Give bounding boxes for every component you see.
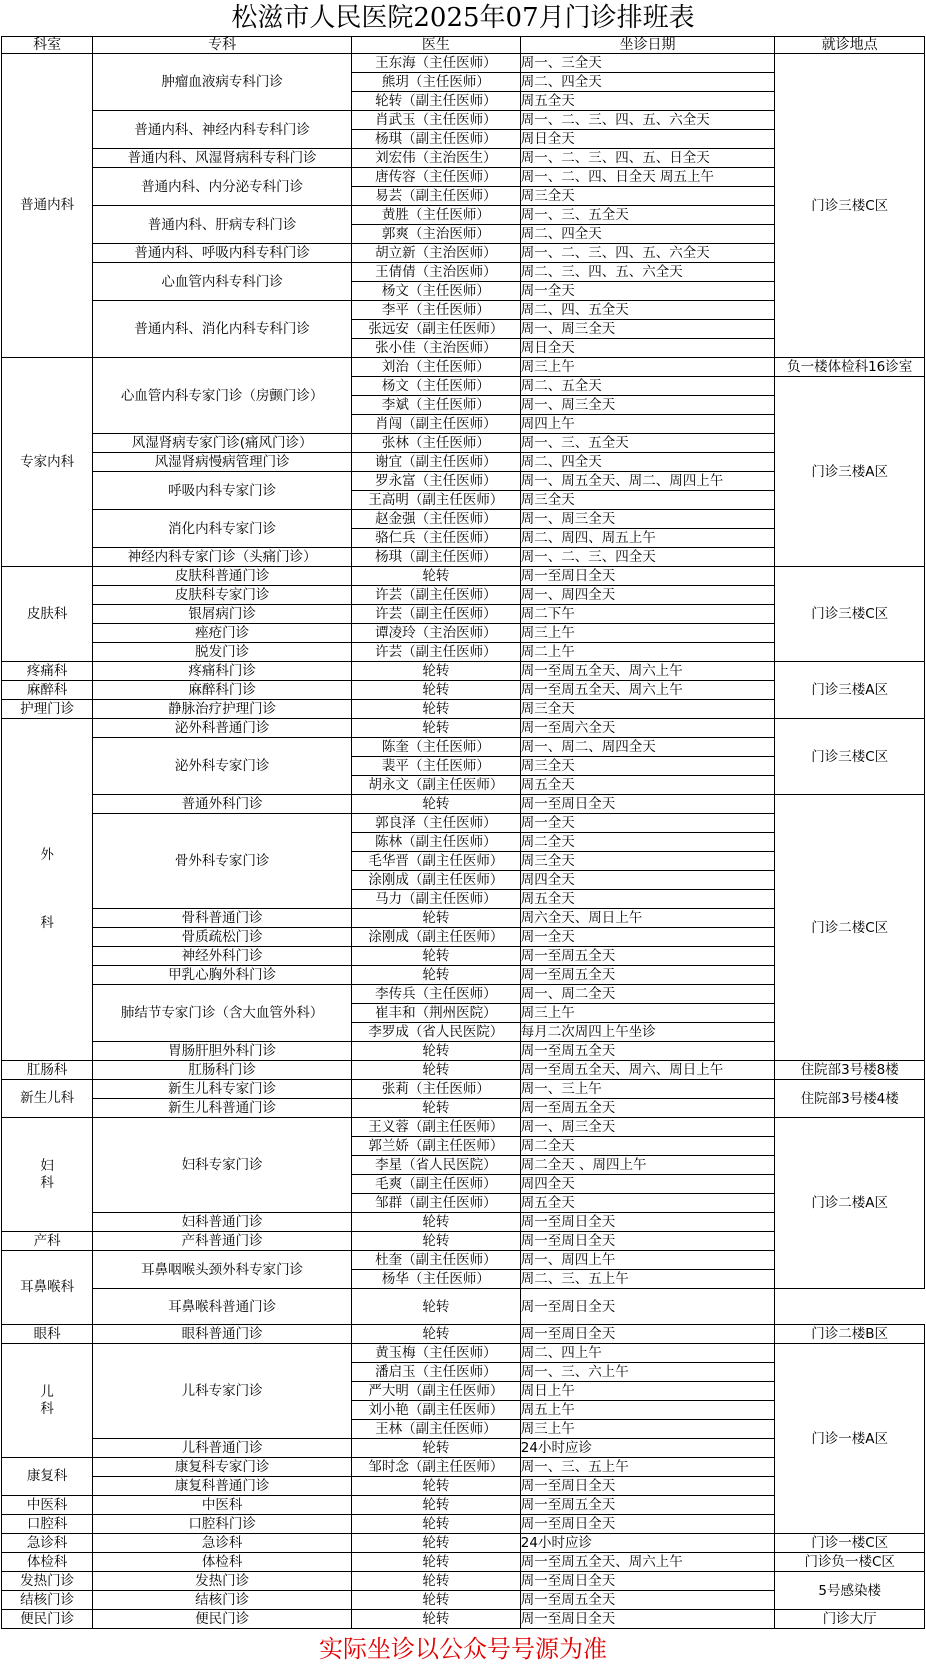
specialty-cell: 肛肠科门诊 (93, 1061, 352, 1080)
date-cell: 周四上午 (520, 415, 775, 434)
specialty-cell: 急诊科 (93, 1534, 352, 1553)
doctor-cell: 张小佳（主治医师） (352, 339, 521, 358)
doctor-cell: 轮转 (352, 1610, 521, 1629)
specialty-cell: 新生儿科专家门诊 (93, 1080, 352, 1099)
date-cell: 周一至周五全天、周六、周日上午 (520, 1061, 775, 1080)
date-cell: 周六全天、周日上午 (520, 909, 775, 928)
date-cell: 周一、周二、周四全天 (520, 738, 775, 757)
specialty-cell: 口腔科门诊 (93, 1515, 352, 1534)
dept-cell: 护理门诊 (2, 700, 93, 719)
doctor-cell: 杨琪（副主任医师） (352, 548, 521, 567)
date-cell: 周一全天 (520, 282, 775, 301)
table-row (2, 358, 925, 377)
date-cell: 周一、三全天 (520, 54, 775, 73)
doctor-cell: 肖闯（副主任医师） (352, 415, 521, 434)
dept-cell: 疼痛科 (2, 662, 93, 681)
date-cell: 周一至周日全天 (520, 1610, 775, 1629)
specialty-cell: 静脉治疗护理门诊 (93, 700, 352, 719)
date-cell: 周一、周五全天、周二、周四上午 (520, 472, 775, 491)
doctor-cell: 陈林（副主任医师） (352, 833, 521, 852)
dept-cell: 眼科 (2, 1325, 93, 1344)
doctor-cell: 胡立新（主治医师） (352, 244, 521, 263)
table-row (2, 567, 925, 586)
date-cell: 周一至周日全天 (520, 795, 775, 814)
date-cell: 周五全天 (520, 776, 775, 795)
doctor-cell: 谢宜（副主任医师） (352, 453, 521, 472)
doctor-cell: 轮转 (352, 909, 521, 928)
doctor-cell: 轮转 (352, 1289, 521, 1325)
specialty-cell: 泌外科专家门诊 (93, 738, 352, 795)
date-cell: 周一、周三全天 (520, 396, 775, 415)
table-row (2, 795, 925, 814)
col-header-specialty: 专科 (93, 37, 352, 54)
date-cell: 周一、二、四、日全天 周五上午 (520, 168, 775, 187)
doctor-cell: 赵金强（主任医师） (352, 510, 521, 529)
date-cell: 周一至周日全天 (520, 1232, 775, 1251)
footer-note: 实际坐诊以公众号号源为准 (319, 1635, 607, 1663)
doctor-cell: 黄玉梅（主任医师） (352, 1344, 521, 1363)
doctor-cell: 轮转 (352, 1439, 521, 1458)
date-cell: 周三上午 (520, 358, 775, 377)
doctor-cell: 刘治（主任医师） (352, 358, 521, 377)
date-cell: 周一至周五全天、周六上午 (520, 662, 775, 681)
date-cell: 每月二次周四上午坐诊 (520, 1023, 775, 1042)
table-row (2, 1080, 925, 1099)
table-row (2, 1325, 925, 1344)
page-title: 松滋市人民医院2025年07月门诊排班表 (231, 3, 695, 33)
date-cell: 周四全天 (520, 1175, 775, 1194)
doctor-cell: 刘宏伟（主治医生） (352, 149, 521, 168)
dept-cell: 外 科 (2, 719, 93, 1061)
doctor-cell: 许芸（副主任医师） (352, 605, 521, 624)
specialty-cell: 胃肠肝胆外科门诊 (93, 1042, 352, 1061)
dept-cell: 结核门诊 (2, 1591, 93, 1610)
doctor-cell: 轮转 (352, 1042, 521, 1061)
date-cell: 周二、四、五全天 (520, 301, 775, 320)
dept-cell: 急诊科 (2, 1534, 93, 1553)
specialty-cell: 银屑病门诊 (93, 605, 352, 624)
doctor-cell: 涂刚成（副主任医师） (352, 871, 521, 890)
date-cell: 周二、四全天 (520, 453, 775, 472)
doctor-cell: 张远安（副主任医师） (352, 320, 521, 339)
doctor-cell: 郭兰娇（副主任医师） (352, 1137, 521, 1156)
date-cell: 周一、周三全天 (520, 510, 775, 529)
doctor-cell: 张莉（主任医师） (352, 1080, 521, 1099)
doctor-cell: 轮转 (352, 1477, 521, 1496)
doctor-cell: 王东海（主任医师） (352, 54, 521, 73)
table-row (2, 662, 925, 681)
specialty-cell: 耳鼻咽喉头颈外科专家门诊 (93, 1251, 352, 1289)
date-cell: 周一至周五全天 (520, 947, 775, 966)
location-cell: 门诊一楼A区 (775, 1344, 925, 1534)
dept-cell: 专家内科 (2, 358, 93, 567)
date-cell: 周一、三、五全天 (520, 434, 775, 453)
location-cell: 门诊一楼C区 (775, 1534, 925, 1553)
date-cell: 24小时应诊 (520, 1439, 775, 1458)
doctor-cell: 轮转 (352, 567, 521, 586)
doctor-cell: 涂刚成（副主任医师） (352, 928, 521, 947)
date-cell: 周一、周二全天 (520, 985, 775, 1004)
location-cell: 5号感染楼 (775, 1572, 925, 1610)
date-cell: 周五上午 (520, 1401, 775, 1420)
date-cell: 周三全天 (520, 187, 775, 206)
date-cell: 周二、四全天 (520, 73, 775, 92)
specialty-cell: 耳鼻喉科普通门诊 (93, 1289, 352, 1325)
date-cell: 周二下午 (520, 605, 775, 624)
table-row (2, 1534, 925, 1553)
location-cell: 门诊大厅 (775, 1610, 925, 1629)
dept-cell: 普通内科 (2, 54, 93, 358)
date-cell: 周一、二、三、四、五、日全天 (520, 149, 775, 168)
date-cell: 周一、二、三、四、五、六全天 (520, 111, 775, 130)
dept-cell: 儿 科 (2, 1344, 93, 1458)
specialty-cell: 儿科专家门诊 (93, 1344, 352, 1439)
specialty-cell: 神经外科门诊 (93, 947, 352, 966)
specialty-cell: 普通内科、消化内科专科门诊 (93, 301, 352, 358)
specialty-cell: 泌外科普通门诊 (93, 719, 352, 738)
doctor-cell: 李罗成（省人民医院） (352, 1023, 521, 1042)
doctor-cell: 唐传容（主任医师） (352, 168, 521, 187)
doctor-cell: 许芸（副主任医师） (352, 643, 521, 662)
doctor-cell: 轮转 (352, 700, 521, 719)
doctor-cell: 刘小艳（副主任医师） (352, 1401, 521, 1420)
date-cell: 周一、周四全天 (520, 586, 775, 605)
dept-cell: 肛肠科 (2, 1061, 93, 1080)
doctor-cell: 杨文（主任医师） (352, 377, 521, 396)
date-cell: 周日全天 (520, 130, 775, 149)
dept-cell: 康复科 (2, 1458, 93, 1496)
date-cell: 周一至周五全天、周六上午 (520, 1553, 775, 1572)
location-cell: 门诊负一楼C区 (775, 1553, 925, 1572)
date-cell: 周三上午 (520, 1420, 775, 1439)
location-cell: 住院部3号楼8楼 (775, 1061, 925, 1080)
dept-cell: 妇 科 (2, 1118, 93, 1232)
doctor-cell: 王林（副主任医师） (352, 1420, 521, 1439)
specialty-cell: 心血管内科专科门诊 (93, 263, 352, 301)
specialty-cell: 产科普通门诊 (93, 1232, 352, 1251)
doctor-cell: 崔丰和（荆州医院） (352, 1004, 521, 1023)
doctor-cell: 熊玥（主任医师） (352, 73, 521, 92)
doctor-cell: 严大明（副主任医师） (352, 1382, 521, 1401)
doctor-cell: 胡永文（副主任医师） (352, 776, 521, 795)
date-cell: 周三全天 (520, 852, 775, 871)
date-cell: 周二、周四、周五上午 (520, 529, 775, 548)
doctor-cell: 轮转 (352, 1325, 521, 1344)
dept-cell: 中医科 (2, 1496, 93, 1515)
doctor-cell: 轮转 (352, 1553, 521, 1572)
table-row (2, 1610, 925, 1629)
doctor-cell: 轮转 (352, 719, 521, 738)
date-cell: 周一、三上午 (520, 1080, 775, 1099)
specialty-cell: 肿瘤血液病专科门诊 (93, 54, 352, 111)
specialty-cell: 皮肤科普通门诊 (93, 567, 352, 586)
specialty-cell: 脱发门诊 (93, 643, 352, 662)
doctor-cell: 轮转 (352, 795, 521, 814)
date-cell: 周一、周三全天 (520, 320, 775, 339)
dept-cell: 体检科 (2, 1553, 93, 1572)
doctor-cell: 杨文（主任医师） (352, 282, 521, 301)
date-cell: 周一、周四上午 (520, 1251, 775, 1270)
doctor-cell: 王倩倩（主治医师） (352, 263, 521, 282)
doctor-cell: 轮转 (352, 1232, 521, 1251)
table-row (2, 1553, 925, 1572)
date-cell: 周二全天 、周四上午 (520, 1156, 775, 1175)
date-cell: 周一、周三全天 (520, 1118, 775, 1137)
doctor-cell: 郭良泽（主任医师） (352, 814, 521, 833)
date-cell: 周一至周五全天 (520, 1099, 775, 1118)
date-cell: 周三全天 (520, 757, 775, 776)
location-cell: 门诊三楼C区 (775, 567, 925, 662)
dept-cell: 发热门诊 (2, 1572, 93, 1591)
col-header-date: 坐诊日期 (520, 37, 775, 54)
doctor-cell: 轮转 (352, 1572, 521, 1591)
doctor-cell: 骆仁兵（主任医师） (352, 529, 521, 548)
dept-cell: 麻醉科 (2, 681, 93, 700)
doctor-cell: 邹时念（副主任医师） (352, 1458, 521, 1477)
date-cell: 周二全天 (520, 1137, 775, 1156)
specialty-cell: 结核门诊 (93, 1591, 352, 1610)
date-cell: 周三全天 (520, 700, 775, 719)
date-cell: 周三全天 (520, 491, 775, 510)
doctor-cell: 轮转 (352, 947, 521, 966)
specialty-cell: 康复科专家门诊 (93, 1458, 352, 1477)
specialty-cell: 风湿肾病专家门诊(痛风门诊） (93, 434, 352, 453)
date-cell: 周二、四上午 (520, 1344, 775, 1363)
col-header-dept: 科室 (2, 37, 93, 54)
date-cell: 周一、二、三、四、五、六全天 (520, 244, 775, 263)
specialty-cell: 体检科 (93, 1553, 352, 1572)
date-cell: 周一至周五全天 (520, 1496, 775, 1515)
table-row (2, 1572, 925, 1591)
dept-cell: 便民门诊 (2, 1610, 93, 1629)
specialty-cell: 皮肤科专家门诊 (93, 586, 352, 605)
location-cell: 门诊三楼C区 (775, 54, 925, 358)
doctor-cell: 轮转 (352, 662, 521, 681)
doctor-cell: 轮转 (352, 966, 521, 985)
date-cell: 周一全天 (520, 928, 775, 947)
doctor-cell: 许芸（副主任医师） (352, 586, 521, 605)
date-cell: 周日全天 (520, 339, 775, 358)
doctor-cell: 杨华（主任医师） (352, 1270, 521, 1289)
table-row (2, 54, 925, 73)
specialty-cell: 呼吸内科专家门诊 (93, 472, 352, 510)
doctor-cell: 轮转 (352, 1496, 521, 1515)
date-cell: 周一、三、五全天 (520, 206, 775, 225)
doctor-cell: 肖武玉（主任医师） (352, 111, 521, 130)
doctor-cell: 谭凌玲（主治医师） (352, 624, 521, 643)
date-cell: 周一至周日全天 (520, 1213, 775, 1232)
date-cell: 24小时应诊 (520, 1534, 775, 1553)
doctor-cell: 裴平（主任医师） (352, 757, 521, 776)
specialty-cell: 骨质疏松门诊 (93, 928, 352, 947)
doctor-cell: 王义蓉（副主任医师） (352, 1118, 521, 1137)
date-cell: 周一至周日全天 (520, 567, 775, 586)
dept-cell: 产科 (2, 1232, 93, 1251)
specialty-cell: 神经内科专家门诊（头痛门诊） (93, 548, 352, 567)
specialty-cell: 麻醉科门诊 (93, 681, 352, 700)
specialty-cell: 普通内科、呼吸内科专科门诊 (93, 244, 352, 263)
col-header-location: 就诊地点 (775, 37, 925, 54)
schedule-table (1, 36, 925, 1629)
date-cell: 周一至周六全天 (520, 719, 775, 738)
dept-cell: 新生儿科 (2, 1080, 93, 1118)
table-row (2, 1118, 925, 1137)
specialty-cell: 眼科普通门诊 (93, 1325, 352, 1344)
location-cell: 门诊三楼A区 (775, 662, 925, 719)
location-cell: 负一楼体检科16诊室 (775, 358, 925, 377)
doctor-cell: 轮转 (352, 1515, 521, 1534)
specialty-cell: 风湿肾病慢病管理门诊 (93, 453, 352, 472)
date-cell: 周日上午 (520, 1382, 775, 1401)
doctor-cell: 轮转 (352, 1061, 521, 1080)
doctor-cell: 王高明（副主任医师） (352, 491, 521, 510)
schedule-body (2, 54, 925, 1629)
doctor-cell: 轮转 (352, 1099, 521, 1118)
specialty-cell: 普通外科门诊 (93, 795, 352, 814)
location-cell: 门诊三楼A区 (775, 377, 925, 567)
doctor-cell: 杜奎（副主任医师） (352, 1251, 521, 1270)
doctor-cell: 陈奎（主任医师） (352, 738, 521, 757)
date-cell: 周二上午 (520, 643, 775, 662)
doctor-cell: 邹群（副主任医师） (352, 1194, 521, 1213)
doctor-cell: 轮转（副主任医师） (352, 92, 521, 111)
dept-cell: 口腔科 (2, 1515, 93, 1534)
date-cell: 周五全天 (520, 92, 775, 111)
location-cell: 门诊三楼C区 (775, 719, 925, 795)
doctor-cell: 杨琪（副主任医师） (352, 130, 521, 149)
table-row (2, 1061, 925, 1080)
dept-cell: 皮肤科 (2, 567, 93, 662)
specialty-cell: 中医科 (93, 1496, 352, 1515)
specialty-cell: 新生儿科普通门诊 (93, 1099, 352, 1118)
doctor-cell: 黄胜（主任医师） (352, 206, 521, 225)
specialty-cell: 消化内科专家门诊 (93, 510, 352, 548)
doctor-cell: 毛华晋（副主任医师） (352, 852, 521, 871)
date-cell: 周一至周日全天 (520, 1289, 775, 1325)
specialty-cell: 普通内科、内分泌专科门诊 (93, 168, 352, 206)
specialty-cell: 康复科普通门诊 (93, 1477, 352, 1496)
date-cell: 周五全天 (520, 890, 775, 909)
date-cell: 周一至周日全天 (520, 1515, 775, 1534)
specialty-cell: 妇科专家门诊 (93, 1118, 352, 1213)
location-cell: 住院部3号楼4楼 (775, 1080, 925, 1118)
date-cell: 周二、四全天 (520, 225, 775, 244)
doctor-cell: 李传兵（主任医师） (352, 985, 521, 1004)
date-cell: 周一至周日全天 (520, 1572, 775, 1591)
specialty-cell: 普通内科、肝病专科门诊 (93, 206, 352, 244)
doctor-cell: 张林（主任医师） (352, 434, 521, 453)
date-cell: 周四全天 (520, 871, 775, 890)
date-cell: 周一、三、五上午 (520, 1458, 775, 1477)
specialty-cell: 骨外科专家门诊 (93, 814, 352, 909)
doctor-cell: 轮转 (352, 1534, 521, 1553)
specialty-cell: 痤疮门诊 (93, 624, 352, 643)
dept-cell: 耳鼻喉科 (2, 1251, 93, 1325)
doctor-cell: 郭爽（主治医师） (352, 225, 521, 244)
specialty-cell: 心血管内科专家门诊（房颤门诊） (93, 358, 352, 434)
specialty-cell: 肺结节专家门诊（含大血管外科） (93, 985, 352, 1042)
specialty-cell: 普通内科、神经内科专科门诊 (93, 111, 352, 149)
specialty-cell: 普通内科、风湿肾病科专科门诊 (93, 149, 352, 168)
doctor-cell: 罗永富（主任医师） (352, 472, 521, 491)
date-cell: 周三上午 (520, 1004, 775, 1023)
doctor-cell: 李斌（主任医师） (352, 396, 521, 415)
doctor-cell: 潘启玉（主任医师） (352, 1363, 521, 1382)
table-row (2, 719, 925, 738)
date-cell: 周一至周五全天 (520, 1042, 775, 1061)
doctor-cell: 轮转 (352, 681, 521, 700)
col-header-doctor: 医生 (352, 37, 521, 54)
specialty-cell: 发热门诊 (93, 1572, 352, 1591)
doctor-cell: 李平（主任医师） (352, 301, 521, 320)
specialty-cell: 儿科普通门诊 (93, 1439, 352, 1458)
doctor-cell: 易芸（副主任医师） (352, 187, 521, 206)
date-cell: 周二、三、五上午 (520, 1270, 775, 1289)
doctor-cell: 轮转 (352, 1213, 521, 1232)
date-cell: 周二、三、四、五、六全天 (520, 263, 775, 282)
date-cell: 周二全天 (520, 833, 775, 852)
doctor-cell: 毛爽（副主任医师） (352, 1175, 521, 1194)
table-row (2, 1344, 925, 1363)
doctor-cell: 轮转 (352, 1591, 521, 1610)
date-cell: 周五全天 (520, 1194, 775, 1213)
doctor-cell: 李星（省人民医院） (352, 1156, 521, 1175)
date-cell: 周一至周五全天 (520, 966, 775, 985)
date-cell: 周一至周五全天、周六上午 (520, 681, 775, 700)
date-cell: 周二、五全天 (520, 377, 775, 396)
specialty-cell: 骨科普通门诊 (93, 909, 352, 928)
date-cell: 周一至周日全天 (520, 1325, 775, 1344)
doctor-cell: 马力（副主任医师） (352, 890, 521, 909)
date-cell: 周一、三、六上午 (520, 1363, 775, 1382)
specialty-cell: 妇科普通门诊 (93, 1213, 352, 1232)
date-cell: 周一全天 (520, 814, 775, 833)
date-cell: 周一至周五全天 (520, 1591, 775, 1610)
specialty-cell: 甲乳心胸外科门诊 (93, 966, 352, 985)
location-cell: 门诊二楼C区 (775, 795, 925, 1061)
date-cell: 周一至周日全天 (520, 1477, 775, 1496)
date-cell: 周一、二、三、四全天 (520, 548, 775, 567)
table-row (2, 1289, 925, 1325)
header-row (2, 37, 925, 54)
date-cell: 周三上午 (520, 624, 775, 643)
location-cell: 门诊二楼A区 (775, 1118, 925, 1289)
specialty-cell: 便民门诊 (93, 1610, 352, 1629)
location-cell: 门诊二楼B区 (775, 1325, 925, 1344)
specialty-cell: 疼痛科门诊 (93, 662, 352, 681)
